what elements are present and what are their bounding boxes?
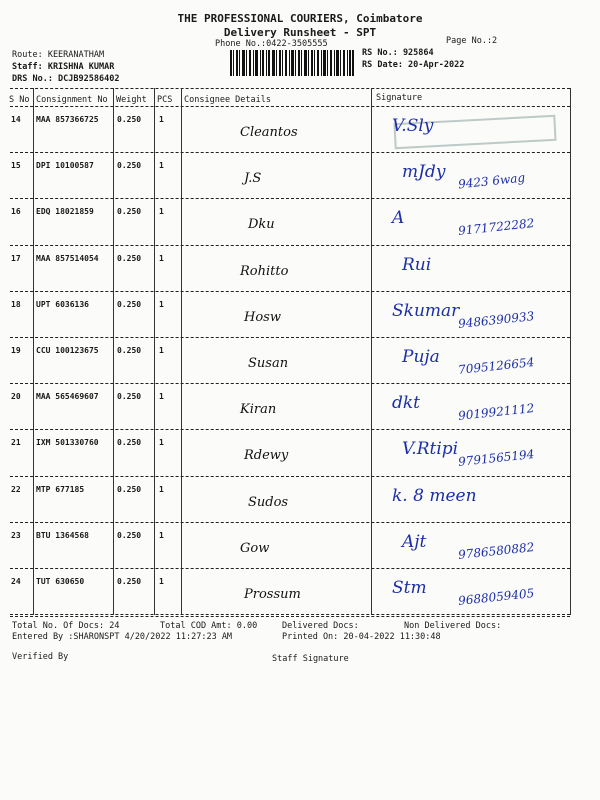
row-consignee-handwriting: Kiran: [240, 402, 277, 418]
row-signature-handwriting: k. 8 meen: [392, 485, 477, 506]
row-pcs: 1: [159, 115, 164, 124]
row-pcs: 1: [159, 392, 164, 402]
delivered-docs: Delivered Docs:: [282, 621, 359, 631]
row-pcs: 1: [159, 161, 164, 171]
row-sno: 14: [11, 115, 21, 124]
col-header-consignee: Consignee Details: [184, 95, 271, 105]
row-phone-handwriting: 9486390933: [457, 308, 535, 331]
row-consignment-no: CCU 100123675: [36, 346, 99, 355]
row-consignment-no: DPI 10100587: [36, 161, 94, 171]
row-sno: 23: [11, 530, 21, 540]
row-divider: [10, 198, 570, 199]
row-signature-handwriting: V.Sly: [392, 116, 434, 136]
row-sno: 20: [11, 392, 21, 402]
page-number: Page No.:2: [446, 36, 498, 46]
row-weight: 0.250: [117, 392, 142, 402]
row-divider: [10, 245, 570, 246]
drs-number: DRS No.: DCJB92586402: [12, 74, 120, 84]
row-consignment-no: BTU 1364568: [36, 530, 89, 540]
row-sno: 17: [11, 253, 21, 263]
row-signature-handwriting: dkt: [392, 393, 421, 414]
row-signature-handwriting: Skumar: [392, 300, 460, 321]
col-header-signature: Signature: [376, 93, 423, 103]
row-divider: [10, 152, 570, 153]
col-divider: [33, 88, 34, 615]
row-signature-handwriting: Stm: [392, 578, 427, 598]
col-divider: [154, 88, 155, 615]
row-consignee-handwriting: Hosw: [244, 309, 281, 325]
table-top-rule: [10, 88, 570, 89]
row-sno: 22: [11, 484, 21, 494]
row-phone-handwriting: 9791565194: [457, 447, 535, 470]
row-pcs: 1: [159, 253, 164, 263]
row-divider: [10, 476, 570, 477]
row-consignee-handwriting: J.S: [244, 171, 262, 187]
row-sno: 24: [11, 577, 21, 586]
row-weight: 0.250: [117, 161, 142, 171]
non-delivered-docs: Non Delivered Docs:: [404, 621, 502, 631]
barcode-image: [230, 50, 354, 76]
row-divider: [10, 383, 570, 384]
row-pcs: 1: [159, 438, 164, 448]
staff-signature: Staff Signature: [272, 654, 349, 664]
row-divider: [10, 522, 570, 523]
row-divider: [10, 291, 570, 292]
col-divider: [113, 88, 114, 615]
rs-number: RS No.: 925864: [362, 48, 434, 58]
row-sno: 21: [11, 438, 21, 448]
row-weight: 0.250: [117, 299, 142, 309]
row-consignee-handwriting: Rdewy: [244, 448, 289, 464]
row-signature-handwriting: V.Rtipi: [402, 439, 459, 460]
col-divider: [570, 88, 571, 615]
row-sno: 15: [11, 161, 21, 171]
row-consignee-handwriting: Cleantos: [240, 125, 298, 140]
entered-by: Entered By :SHARONSPT 4/20/2022 11:27:23 AM: [12, 632, 233, 642]
phone-number: Phone No.:0422-3505555: [215, 39, 328, 49]
row-phone-handwriting: 9019921112: [457, 401, 535, 424]
row-signature-handwriting: mJdy: [402, 162, 446, 183]
total-cod: Total COD Amt: 0.00: [160, 621, 258, 631]
row-consignment-no: EDQ 18021859: [36, 207, 94, 217]
row-signature-handwriting: Rui: [402, 254, 432, 275]
row-consignee-handwriting: Rohitto: [240, 263, 289, 279]
col-header-weight: Weight: [116, 95, 147, 105]
row-phone-handwriting: 9171722282: [457, 216, 535, 239]
row-phone-handwriting: 9688059405: [457, 586, 535, 608]
row-sno: 19: [11, 346, 21, 355]
row-pcs: 1: [159, 484, 164, 494]
total-docs: Total No. Of Docs: 24: [12, 621, 120, 631]
row-weight: 0.250: [117, 207, 142, 217]
row-signature-handwriting: Puja: [402, 347, 440, 367]
verified-by: Verified By: [12, 652, 69, 662]
row-consignment-no: TUT 630650: [36, 577, 85, 586]
col-header-sno: S No: [9, 95, 30, 105]
row-consignee-handwriting: Dku: [248, 217, 275, 233]
runsheet-subtitle: Delivery Runsheet - SPT: [223, 26, 377, 39]
row-weight: 0.250: [117, 346, 142, 355]
row-divider: [10, 337, 570, 338]
row-consignee-handwriting: Prossum: [244, 587, 301, 602]
col-header-pcs: PCS: [157, 95, 173, 105]
row-consignee-handwriting: Gow: [240, 540, 270, 556]
row-weight: 0.250: [117, 577, 142, 586]
row-signature-handwriting: Ajt: [402, 531, 427, 552]
header-bottom-rule: [10, 106, 570, 107]
row-pcs: 1: [159, 299, 164, 309]
row-consignment-no: MTP 677185: [36, 484, 85, 494]
row-weight: 0.250: [117, 253, 142, 263]
row-phone-handwriting: 9423 6wag: [457, 170, 526, 192]
table-bottom-rule: [10, 616, 570, 617]
col-divider: [371, 88, 372, 615]
row-phone-handwriting: 7095126654: [457, 355, 535, 377]
row-phone-handwriting: 9786580882: [457, 539, 535, 562]
row-consignee-handwriting: Sudos: [248, 494, 289, 510]
row-consignment-no: IXM 501330760: [36, 438, 99, 448]
row-pcs: 1: [159, 577, 164, 586]
row-divider: [10, 429, 570, 430]
printed-on: Printed On: 20-04-2022 11:30:48: [282, 632, 441, 642]
row-weight: 0.250: [117, 438, 142, 448]
staff-label: Staff: KRISHNA KUMAR: [12, 62, 115, 72]
row-consignment-no: MAA 857366725: [36, 115, 99, 124]
row-consignment-no: MAA 857514054: [36, 253, 99, 263]
company-title: THE PROFESSIONAL COURIERS, Coimbatore: [177, 12, 423, 25]
row-sno: 16: [11, 207, 21, 217]
row-divider: [10, 568, 570, 569]
row-consignment-no: MAA 565469607: [36, 392, 99, 402]
route-label: Route: KEERANATHAM: [12, 50, 105, 60]
row-signature-handwriting: A: [392, 208, 405, 229]
col-divider: [181, 88, 182, 615]
row-pcs: 1: [159, 530, 164, 540]
row-pcs: 1: [159, 207, 164, 217]
row-consignment-no: UPT 6036136: [36, 299, 89, 309]
rs-date: RS Date: 20-Apr-2022: [362, 60, 465, 70]
row-weight: 0.250: [117, 530, 142, 540]
row-sno: 18: [11, 299, 21, 309]
col-header-consignment: Consignment No: [36, 95, 108, 105]
row-pcs: 1: [159, 346, 164, 355]
row-weight: 0.250: [117, 115, 142, 124]
row-weight: 0.250: [117, 484, 142, 494]
row-consignee-handwriting: Susan: [248, 356, 289, 371]
